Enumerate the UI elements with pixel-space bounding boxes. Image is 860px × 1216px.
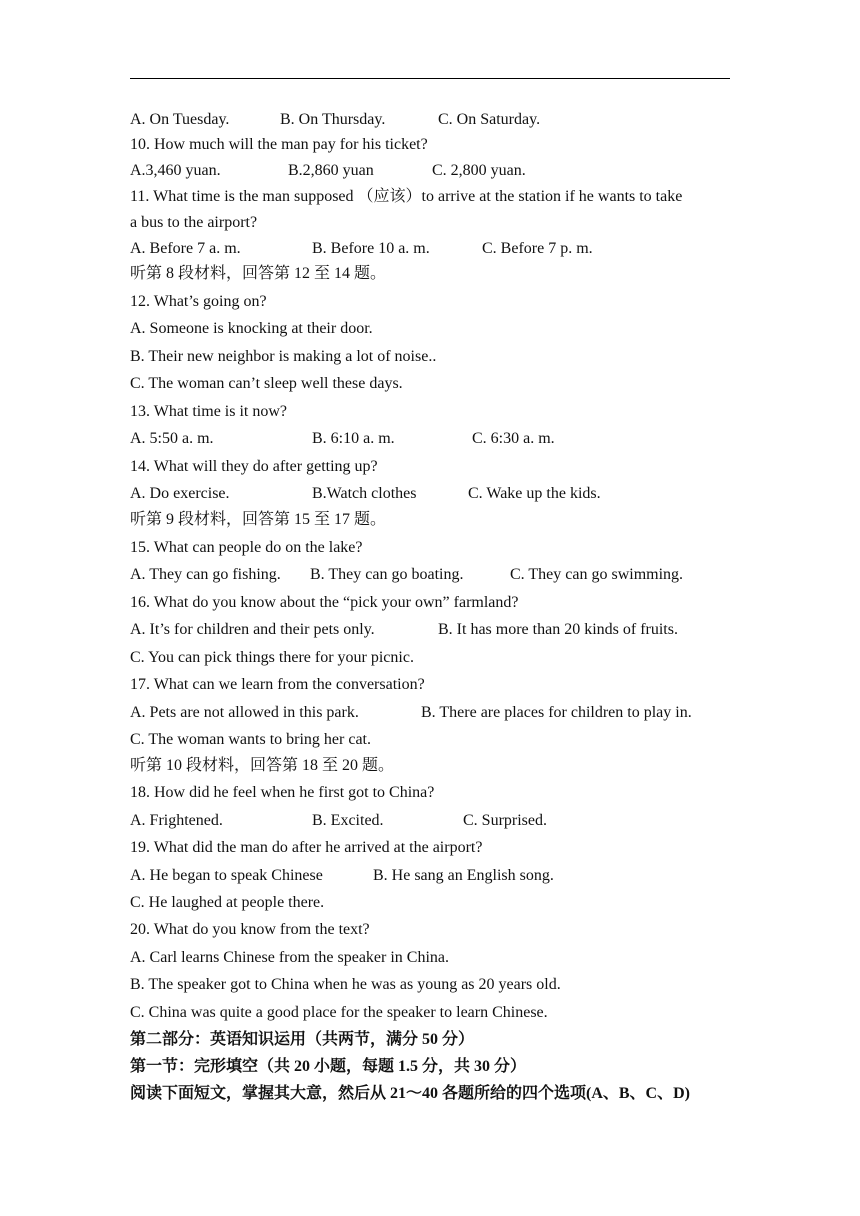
answer-option: C. 6:30 a. m. [472, 430, 555, 447]
answer-option: A.3,460 yuan. [130, 162, 221, 179]
line-text: A. Someone is knocking at their door. [130, 320, 373, 337]
answer-option: A. On Tuesday. [130, 111, 230, 128]
line-text: 阅读下面短文，掌握其大意，然后从 21～40 各题所给的四个选项(A、B、C、D) [130, 1085, 690, 1102]
line-text: C. The woman wants to bring her cat. [130, 731, 371, 748]
line-text: 第二部分：英语知识运用（共两节，满分 50 分） [130, 1031, 475, 1048]
answer-option: B. It has more than 20 kinds of fruits. [438, 621, 678, 638]
line-text: 15. What can people do on the lake? [130, 539, 363, 556]
line-text: 听第 8 段材料，回答第 12 至 14 题。 [130, 265, 387, 282]
answer-option: B. 6:10 a. m. [312, 430, 395, 447]
line-text: C. You can pick things there for your picnic. [130, 649, 414, 666]
line-text: A. Carl learns Chinese from the speaker in China. [130, 949, 450, 966]
answer-option: B. On Thursday. [280, 111, 386, 128]
answer-option: B. They can go boating. [310, 566, 464, 583]
line-text: 10. How much will the man pay for his ticket? [130, 136, 428, 153]
line-text: 听第 9 段材料，回答第 15 至 17 题。 [130, 511, 387, 528]
answer-option: B. There are places for children to play in. [421, 704, 692, 721]
line-text: C. China was quite a good place for the speaker to learn Chinese. [130, 1004, 548, 1021]
line-text: 12. What’s going on? [130, 293, 267, 310]
answer-option: A. Frightened. [130, 812, 223, 829]
answer-option: B. He sang an English song. [373, 867, 554, 884]
answer-option: C. Surprised. [463, 812, 547, 829]
answer-option: C. They can go swimming. [510, 566, 684, 583]
line-text: C. The woman can’t sleep well these days. [130, 375, 403, 392]
answer-option: B.Watch clothes [312, 485, 417, 502]
line-text: 13. What time is it now? [130, 403, 288, 420]
answer-option: A. 5:50 a. m. [130, 430, 214, 447]
answer-option: A. They can go fishing. [130, 566, 281, 583]
answer-option: C. Before 7 p. m. [482, 240, 593, 257]
answer-option: A. It’s for children and their pets only. [130, 621, 375, 638]
answer-option: C. 2,800 yuan. [432, 162, 526, 179]
answer-option: A. Do exercise. [130, 485, 230, 502]
line-text: 17. What can we learn from the conversation? [130, 676, 425, 693]
line-text: a bus to the airport? [130, 214, 258, 231]
line-text: C. He laughed at people there. [130, 894, 325, 911]
line-text: 第一节：完形填空（共 20 小题，每题 1.5 分，共 30 分） [130, 1058, 527, 1075]
line-text: 11. What time is the man supposed （应该）to arrive at the station if he wants to take [130, 188, 683, 205]
line-text: 16. What do you know about the “pick your own” farmland? [130, 594, 519, 611]
line-text: 20. What do you know from the text? [130, 921, 370, 938]
line-text: 听第 10 段材料，回答第 18 至 20 题。 [130, 757, 395, 774]
answer-option: A. Before 7 a. m. [130, 240, 241, 257]
answer-option: C. Wake up the kids. [468, 485, 601, 502]
line-text: 14. What will they do after getting up? [130, 458, 378, 475]
header-rule [130, 78, 730, 79]
answer-option: B.2,860 yuan [288, 162, 374, 179]
answer-option: B. Excited. [312, 812, 384, 829]
line-text: 18. How did he feel when he first got to China? [130, 784, 435, 801]
answer-option: C. On Saturday. [438, 111, 541, 128]
answer-option: A. He began to speak Chinese [130, 867, 323, 884]
line-text: B. Their new neighbor is making a lot of noise.. [130, 348, 437, 365]
line-text: 19. What did the man do after he arrived at the airport? [130, 839, 483, 856]
answer-option: A. Pets are not allowed in this park. [130, 704, 359, 721]
line-text: B. The speaker got to China when he was as young as 20 years old. [130, 976, 561, 993]
answer-option: B. Before 10 a. m. [312, 240, 430, 257]
